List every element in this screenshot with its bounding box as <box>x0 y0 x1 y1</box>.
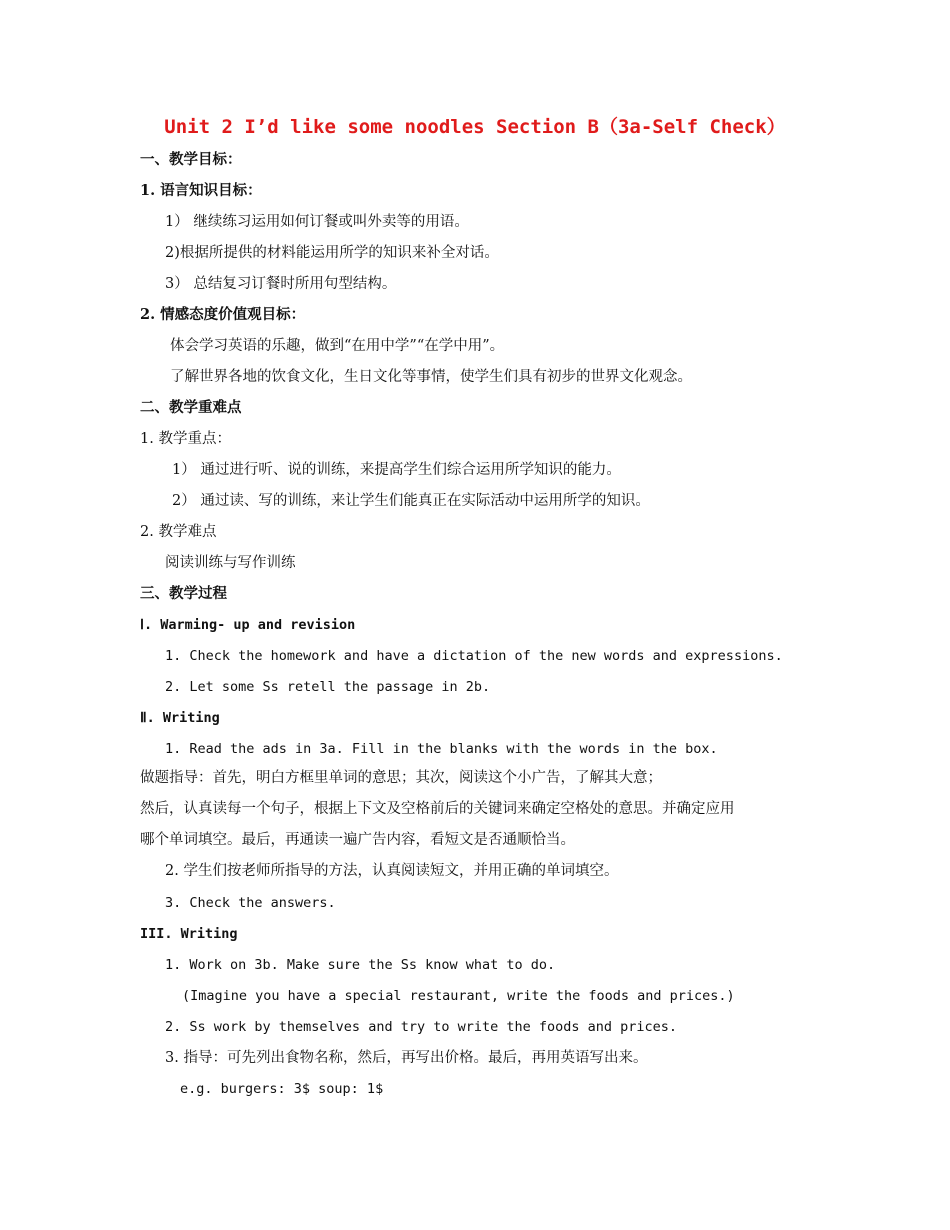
body-line: 然后，认真读每一个句子，根据上下文及空格前后的关键词来确定空格处的意思。并确定应用 <box>140 801 735 817</box>
body-line: 2. Ss work by themselves and try to write the foods and prices. <box>165 1019 678 1035</box>
section-heading: Ⅱ. Writing <box>140 710 220 726</box>
body-line: 体会学习英语的乐趣，做到“在用中学”“在学中用”。 <box>170 338 505 354</box>
body-line: 1. 教学重点： <box>140 431 231 447</box>
body-line: 3. Check the answers. <box>165 895 336 911</box>
body-line: 3） 总结复习订餐时所用句型结构。 <box>165 276 397 292</box>
body-line: 了解世界各地的饮食文化，生日文化等事情，使学生们具有初步的世界文化观念。 <box>170 369 692 385</box>
body-line: 2)根据所提供的材料能运用所学的知识来补全对话。 <box>165 245 499 261</box>
section-heading: 二、教学重难点 <box>140 399 242 416</box>
body-line: 做题指导：首先，明白方框里单词的意思；其次，阅读这个小广告，了解其大意； <box>140 770 662 786</box>
section-heading: 2. 情感态度价值观目标： <box>140 306 306 323</box>
body-line: 1. Check the homework and have a dictation of the new words and expressions. <box>165 648 783 664</box>
body-line: 哪个单词填空。最后，再通读一遍广告内容，看短文是否通顺恰当。 <box>140 832 575 848</box>
section-heading: 1. 语言知识目标： <box>140 182 262 199</box>
section-heading: Ⅰ. Warming- up and revision <box>140 617 356 633</box>
body-line: 1） 通过进行听、说的训练，来提高学生们综合运用所学知识的能力。 <box>172 462 621 478</box>
section-heading: III. Writing <box>140 926 238 942</box>
body-line: 2） 通过读、写的训练，来让学生们能真正在实际活动中运用所学的知识。 <box>172 493 650 509</box>
body-line: 1） 继续练习运用如何订餐或叫外卖等的用语。 <box>165 214 469 230</box>
body-line: 1. Work on 3b. Make sure the Ss know what to do. <box>165 957 556 973</box>
body-line: 阅读训练与写作训练 <box>165 555 296 571</box>
body-line: e.g. burgers: 3$ soup: 1$ <box>180 1081 384 1097</box>
document-title: Unit 2 I’d like some noodles Section B（3a-Self Check） <box>164 116 786 138</box>
body-line: (Imagine you have a special restaurant, write the foods and prices.) <box>182 988 735 1004</box>
section-heading: 一、教学目标： <box>140 151 242 168</box>
body-line: 1. Read the ads in 3a. Fill in the blanks with the words in the box. <box>165 741 718 757</box>
body-line: 2. 教学难点 <box>140 524 217 540</box>
section-heading: 三、教学过程 <box>140 585 227 602</box>
body-line: 2. Let some Ss retell the passage in 2b. <box>165 679 491 695</box>
body-line: 3. 指导：可先列出食物名称，然后，再写出价格。最后，再用英语写出来。 <box>165 1050 648 1066</box>
body-line: 2. 学生们按老师所指导的方法，认真阅读短文，并用正确的单词填空。 <box>165 863 619 879</box>
